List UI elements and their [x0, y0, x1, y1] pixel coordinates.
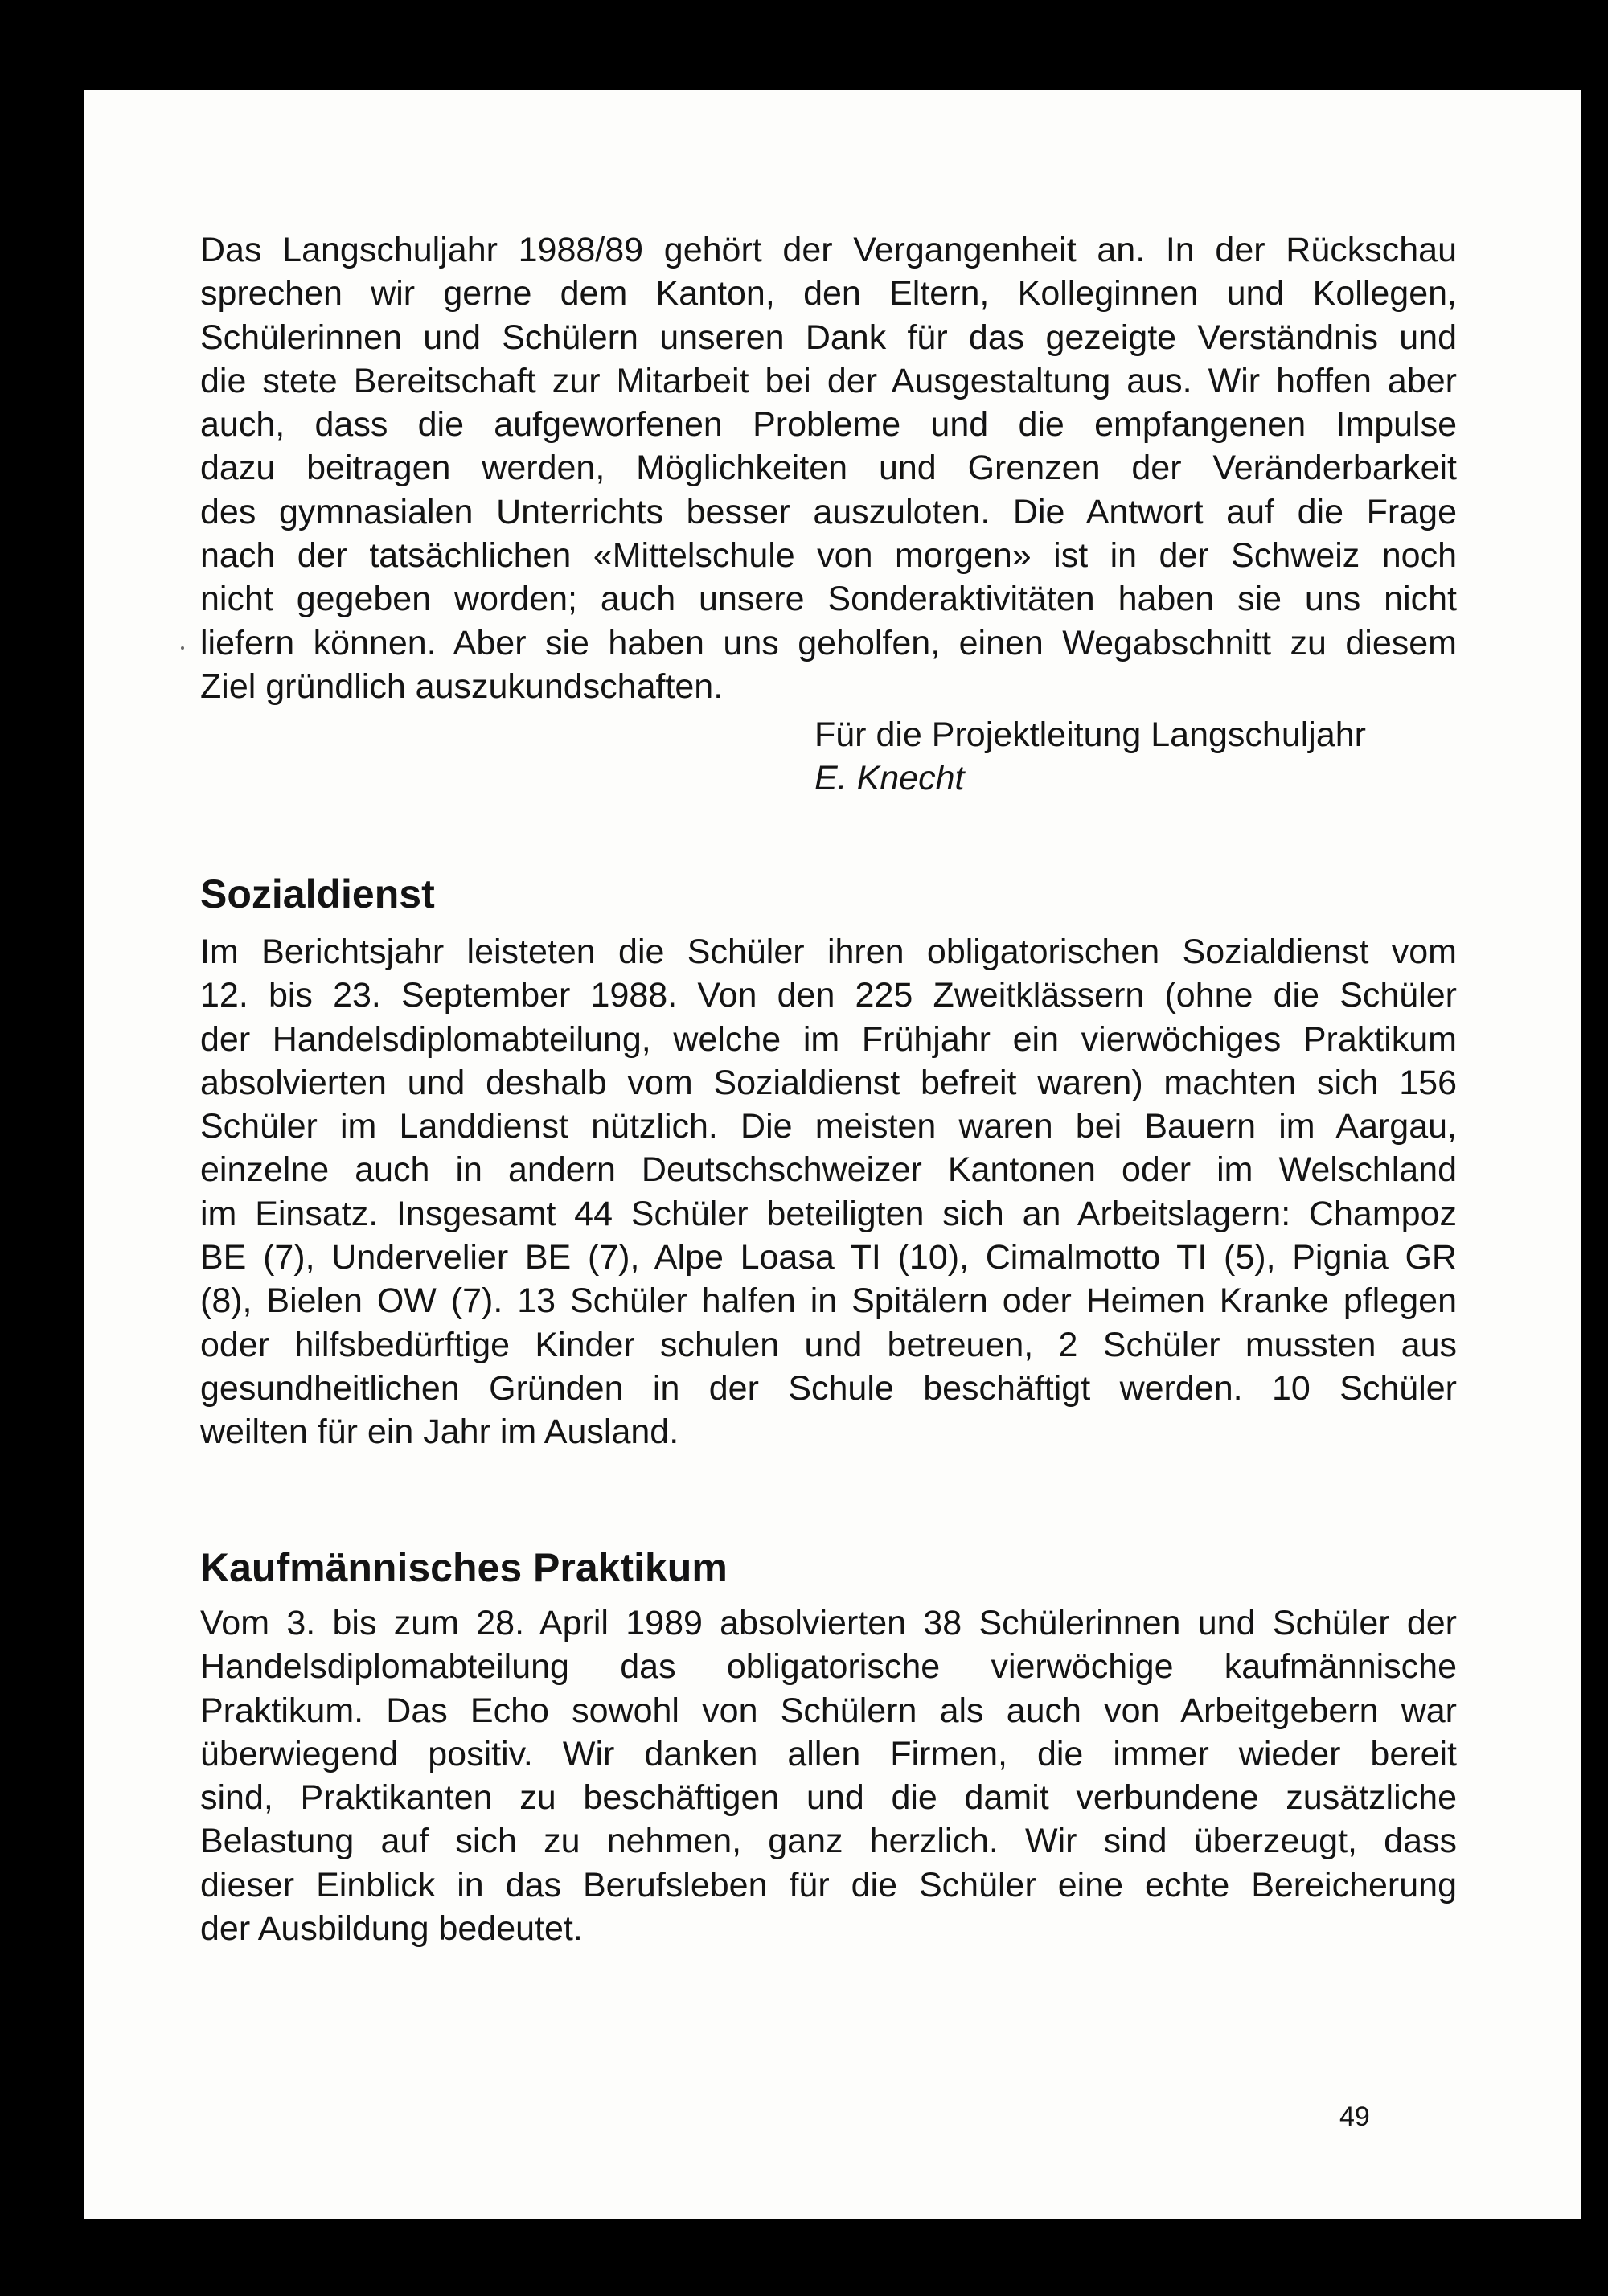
- text-line: oder hilfsbedürftige Kinder schulen und betreuen, 2 Schüler mussten aus: [200, 1325, 1457, 1364]
- text-line: der Handelsdiplomabteilung, welche im Frühjahr ein vierwöchiges Praktikum: [200, 1019, 1457, 1059]
- text-line: absolvierten und deshalb vom Sozialdienst befreit waren) machten sich 156: [200, 1063, 1457, 1102]
- text-line: überwiegend positiv. Wir danken allen Firmen, die immer wieder bereit: [200, 1734, 1457, 1773]
- intro-paragraph: [200, 228, 1457, 708]
- section-heading-sozialdienst: Sozialdienst: [200, 871, 435, 916]
- text-line: des gymnasialen Unterrichts besser auszuloten. Die Antwort auf die Frage: [200, 492, 1457, 531]
- text-line: Praktikum. Das Echo sowohl von Schülern als auch von Arbeitgebern war: [200, 1691, 1457, 1730]
- text-line: dazu beitragen werden, Möglichkeiten und Grenzen der Veränderbarkeit: [200, 449, 1457, 488]
- text-line: (8), Bielen OW (7). 13 Schüler halfen in Spitälern oder Heimen Kranke pflegen: [200, 1281, 1457, 1321]
- text-line: liefern können. Aber sie haben uns geholfen, einen Wegabschnitt zu diesem: [200, 623, 1457, 662]
- sozialdienst-section: [200, 870, 1457, 918]
- text-line: der Ausbildung bedeutet.: [200, 1909, 583, 1949]
- praktikum-body: [200, 1601, 1457, 1950]
- text-line: 12. bis 23. September 1988. Von den 225 Zweitklässern (ohne die Schüler: [200, 976, 1457, 1015]
- text-line: Schüler im Landdienst nützlich. Die meisten waren bei Bauern im Aargau,: [200, 1107, 1457, 1146]
- scanned-page: [84, 90, 1581, 2219]
- scan-speck: [181, 646, 184, 650]
- sozialdienst-paragraph: [200, 930, 1457, 1454]
- praktikum-section: [200, 1544, 1457, 1592]
- text-line: dieser Einblick in das Berufsleben für die Schüler eine echte Bereicherung: [200, 1865, 1457, 1904]
- signature-author: E. Knecht: [814, 759, 965, 797]
- text-line: nach der tatsächlichen «Mittelschule von morgen» ist in der Schweiz noch: [200, 536, 1457, 576]
- text-line: sind, Praktikanten zu beschäftigen und die damit verbundene zusätzliche: [200, 1778, 1457, 1818]
- signature-line: Für die Projektleitung Langschuljahr: [814, 715, 1367, 754]
- text-line: weilten für ein Jahr im Ausland.: [200, 1412, 679, 1452]
- section-heading-praktikum: Kaufmännisches Praktikum: [200, 1545, 728, 1590]
- text-line: auch, dass die aufgeworfenen Probleme und die empfangenen Impulse: [200, 405, 1457, 445]
- signature-block: [814, 713, 1366, 800]
- text-line: gesundheitlichen Gründen in der Schule beschäftigt werden. 10 Schüler: [200, 1368, 1457, 1408]
- text-line: Ziel gründlich auszukundschaften.: [200, 666, 724, 706]
- text-line: nicht gegeben worden; auch unsere Sonderaktivitäten haben sie uns nicht: [200, 580, 1457, 619]
- text-line: Im Berichtsjahr leisteten die Schüler ihren obligatorischen Sozialdienst vom: [200, 933, 1457, 971]
- text-line: Belastung auf sich zu nehmen, ganz herzlich. Wir sind überzeugt, dass: [200, 1822, 1457, 1861]
- page-number: 49: [1339, 2101, 1370, 2132]
- text-line: die stete Bereitschaft zur Mitarbeit bei der Ausgestaltung aus. Wir hoffen aber: [200, 361, 1457, 400]
- text-line: im Einsatz. Insgesamt 44 Schüler beteiligten sich an Arbeitslagern: Champoz: [200, 1194, 1457, 1233]
- text-line: einzelne auch in andern Deutschschweizer Kantonen oder im Welschland: [200, 1150, 1457, 1190]
- text-line: Das Langschuljahr 1988/89 gehört der Vergangenheit an. In der Rückschau: [200, 231, 1457, 269]
- sozialdienst-body: [200, 930, 1457, 1454]
- text-line: sprechen wir gerne dem Kanton, den Eltern, Kolleginnen und Kollegen,: [200, 274, 1457, 314]
- text-line: Handelsdiplomabteilung das obligatorische vierwöchige kaufmännische: [200, 1647, 1457, 1687]
- text-line: Vom 3. bis zum 28. April 1989 absolvierten 38 Schülerinnen und Schüler der: [200, 1604, 1457, 1642]
- text-line: Schülerinnen und Schülern unseren Dank für das gezeigte Verständnis und: [200, 318, 1457, 357]
- intro-section: [200, 228, 1457, 708]
- praktikum-paragraph: [200, 1601, 1457, 1950]
- text-line: BE (7), Undervelier BE (7), Alpe Loasa TI (10), Cimalmotto TI (5), Pignia GR: [200, 1238, 1457, 1277]
